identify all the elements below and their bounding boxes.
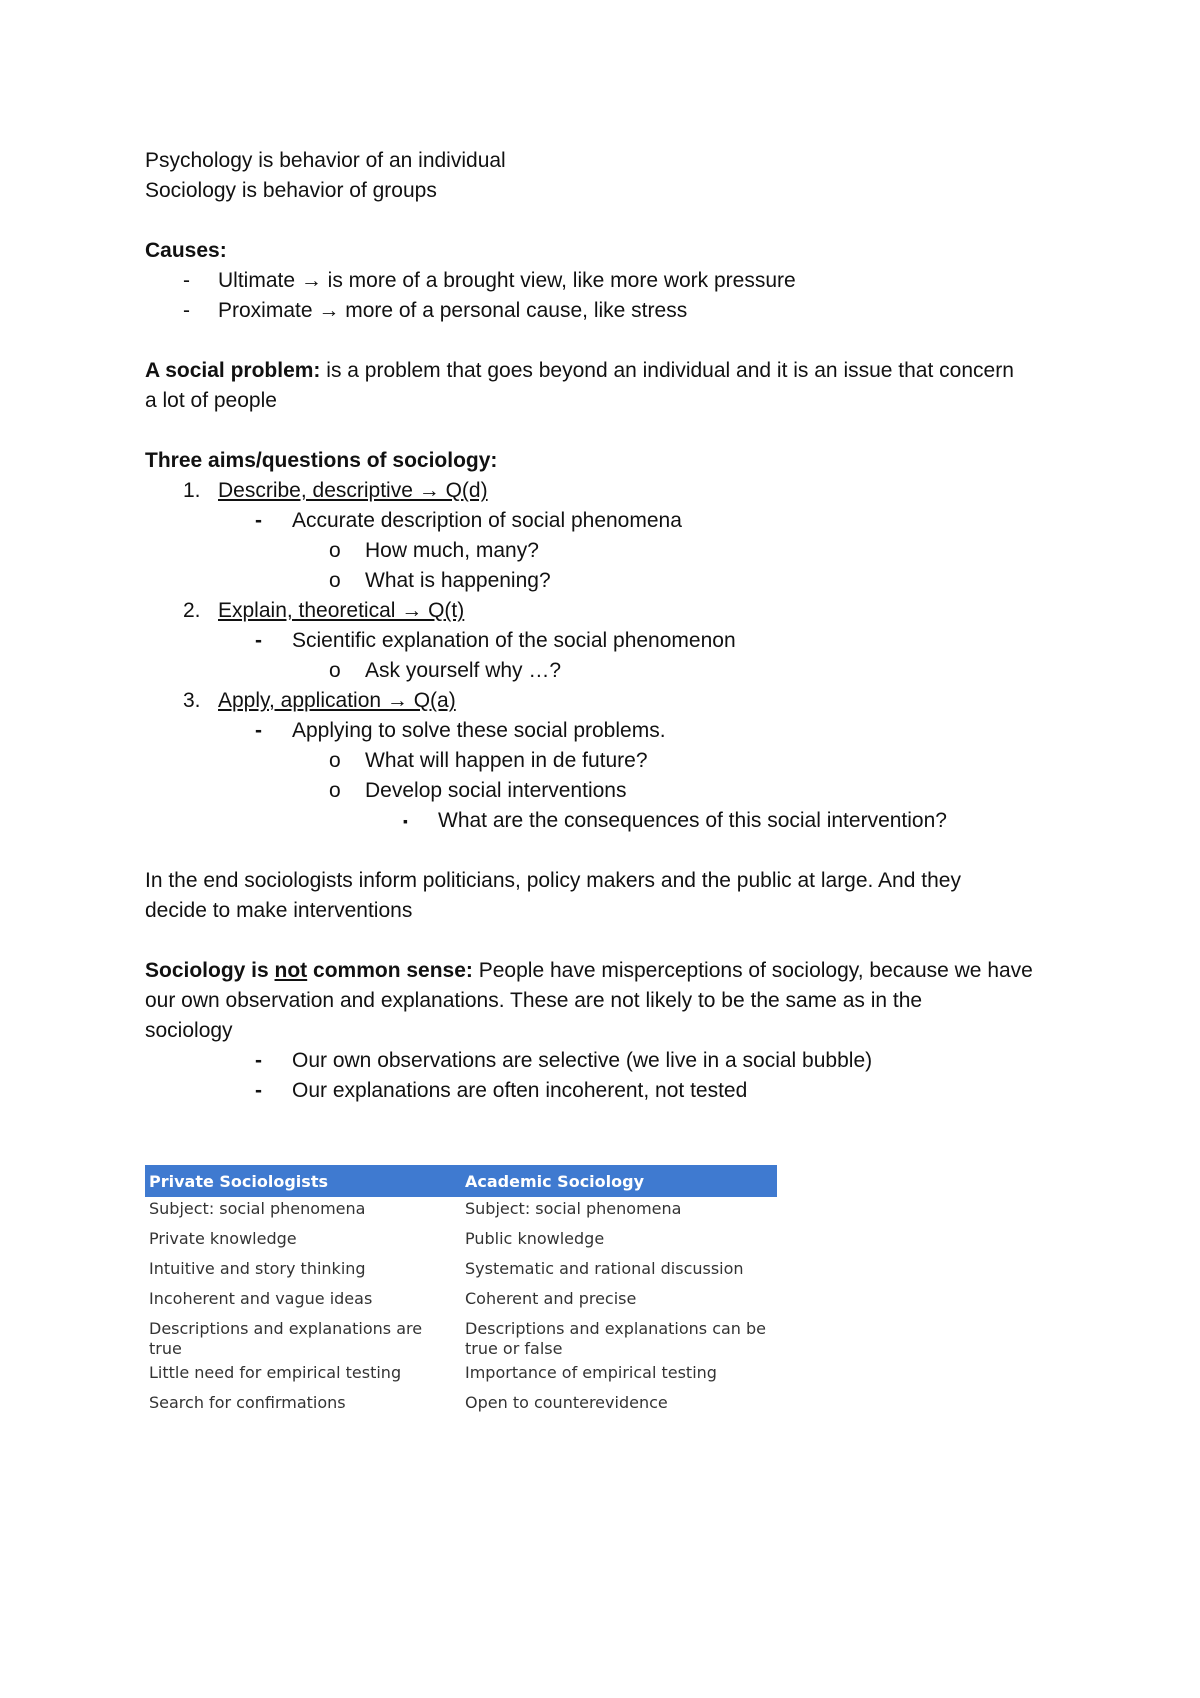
table-cell: Public knowledge	[465, 1229, 605, 1248]
table-row	[145, 1257, 777, 1287]
text: -	[255, 719, 262, 742]
text: -	[255, 1079, 262, 1102]
text: common sense:	[307, 959, 473, 982]
document-body	[145, 146, 1065, 1106]
text: -	[183, 269, 190, 292]
table-cell: Open to counterevidence	[465, 1393, 668, 1412]
list-item	[145, 806, 1065, 836]
aim-item	[145, 686, 1065, 716]
table-cell: Little need for empirical testing	[149, 1363, 402, 1382]
text: Our own observations are selective (we live in a social bubble)	[292, 1049, 873, 1072]
text: What will happen in de future?	[365, 749, 648, 772]
text: 2.	[183, 599, 201, 622]
list-item	[145, 776, 1065, 806]
list-item	[145, 566, 1065, 596]
table-row	[145, 1227, 777, 1257]
text: Applying to solve these social problems.	[292, 719, 666, 742]
table-cell: Search for confirmations	[149, 1393, 346, 1412]
table-row	[145, 1361, 777, 1391]
text: Causes:	[145, 239, 227, 262]
list-item	[145, 716, 1065, 746]
aim-item	[145, 476, 1065, 506]
text: o	[329, 569, 341, 592]
table-cell: Systematic and rational discussion	[465, 1259, 744, 1278]
table-row	[145, 1391, 777, 1421]
table-cell: Incoherent and vague ideas	[149, 1289, 373, 1308]
aim-item	[145, 596, 1065, 626]
text: -	[255, 1049, 262, 1072]
text: Explain, theoretical → Q(t)	[218, 599, 465, 622]
text: o	[329, 779, 341, 802]
list-item	[145, 1076, 1065, 1106]
list-item	[145, 746, 1065, 776]
table-cell: Coherent and precise	[465, 1289, 637, 1308]
table-row	[145, 1287, 777, 1317]
table-row	[145, 1197, 777, 1227]
text: Develop social interventions	[365, 779, 627, 802]
table-header: Academic Sociology	[461, 1165, 777, 1197]
text: not	[274, 959, 308, 982]
text: Three aims/questions of sociology:	[145, 449, 498, 472]
text: A social problem:	[145, 359, 321, 382]
common-sense-paragraph-cont: sociology	[145, 1019, 233, 1042]
table-header: Private Sociologists	[145, 1165, 461, 1197]
intro-line: Psychology is behavior of an individual	[145, 149, 506, 172]
list-item	[145, 536, 1065, 566]
list-item	[145, 506, 1065, 536]
square-bullet-icon: ▪	[403, 813, 408, 829]
text: o	[329, 659, 341, 682]
text: is a problem that goes beyond an individual and it is an issue that concern	[320, 359, 1014, 382]
text: How much, many?	[365, 539, 539, 562]
table-cell: Descriptions and explanations are true	[149, 1319, 423, 1358]
text: Our explanations are often incoherent, not tested	[292, 1079, 748, 1102]
text: Ask yourself why …?	[365, 659, 562, 682]
text: Proximate → more of a personal cause, like stress	[218, 299, 688, 322]
text: 3.	[183, 689, 201, 712]
table-cell: Private knowledge	[149, 1229, 297, 1248]
text: People have misperceptions of sociology, because we have	[472, 959, 1033, 982]
list-item	[145, 1046, 1065, 1076]
causes-heading	[145, 236, 1065, 266]
text: -	[255, 629, 262, 652]
text: -	[255, 509, 262, 532]
table-row	[145, 1317, 777, 1361]
text: Scientific explanation of the social phenomenon	[292, 629, 736, 652]
table-cell: Importance of empirical testing	[465, 1363, 717, 1382]
social-problem-paragraph	[145, 356, 1065, 386]
list-item	[145, 296, 1065, 326]
table-cell: Intuitive and story thinking	[149, 1259, 366, 1278]
text: o	[329, 539, 341, 562]
aims-heading	[145, 446, 1065, 476]
text: 1.	[183, 479, 201, 502]
common-sense-paragraph-cont: our own observation and explanations. These are not likely to be the same as in the	[145, 989, 923, 1012]
list-item	[145, 656, 1065, 686]
end-paragraph: In the end sociologists inform politicians, policy makers and the public at large. And they	[145, 869, 961, 892]
table-header-row	[145, 1165, 777, 1197]
common-sense-paragraph	[145, 956, 1065, 986]
comparison-table	[145, 1165, 777, 1421]
text: Describe, descriptive → Q(d)	[218, 479, 488, 502]
text: Ultimate → is more of a brought view, like more work pressure	[218, 269, 796, 292]
list-item	[145, 266, 1065, 296]
list-item	[145, 626, 1065, 656]
table-cell: Subject: social phenomena	[465, 1199, 682, 1218]
text: Apply, application → Q(a)	[218, 689, 456, 712]
text: Sociology is	[145, 959, 275, 982]
text: Accurate description of social phenomena	[292, 509, 682, 532]
text: What is happening?	[365, 569, 551, 592]
text: -	[183, 299, 190, 322]
end-paragraph-cont: decide to make interventions	[145, 899, 413, 922]
text: o	[329, 749, 341, 772]
table-cell: Subject: social phenomena	[149, 1199, 366, 1218]
social-problem-paragraph-cont: a lot of people	[145, 389, 277, 412]
intro-line: Sociology is behavior of groups	[145, 179, 437, 202]
table-cell: Descriptions and explanations can be true or false	[465, 1319, 767, 1358]
text: What are the consequences of this social intervention?	[438, 809, 947, 832]
